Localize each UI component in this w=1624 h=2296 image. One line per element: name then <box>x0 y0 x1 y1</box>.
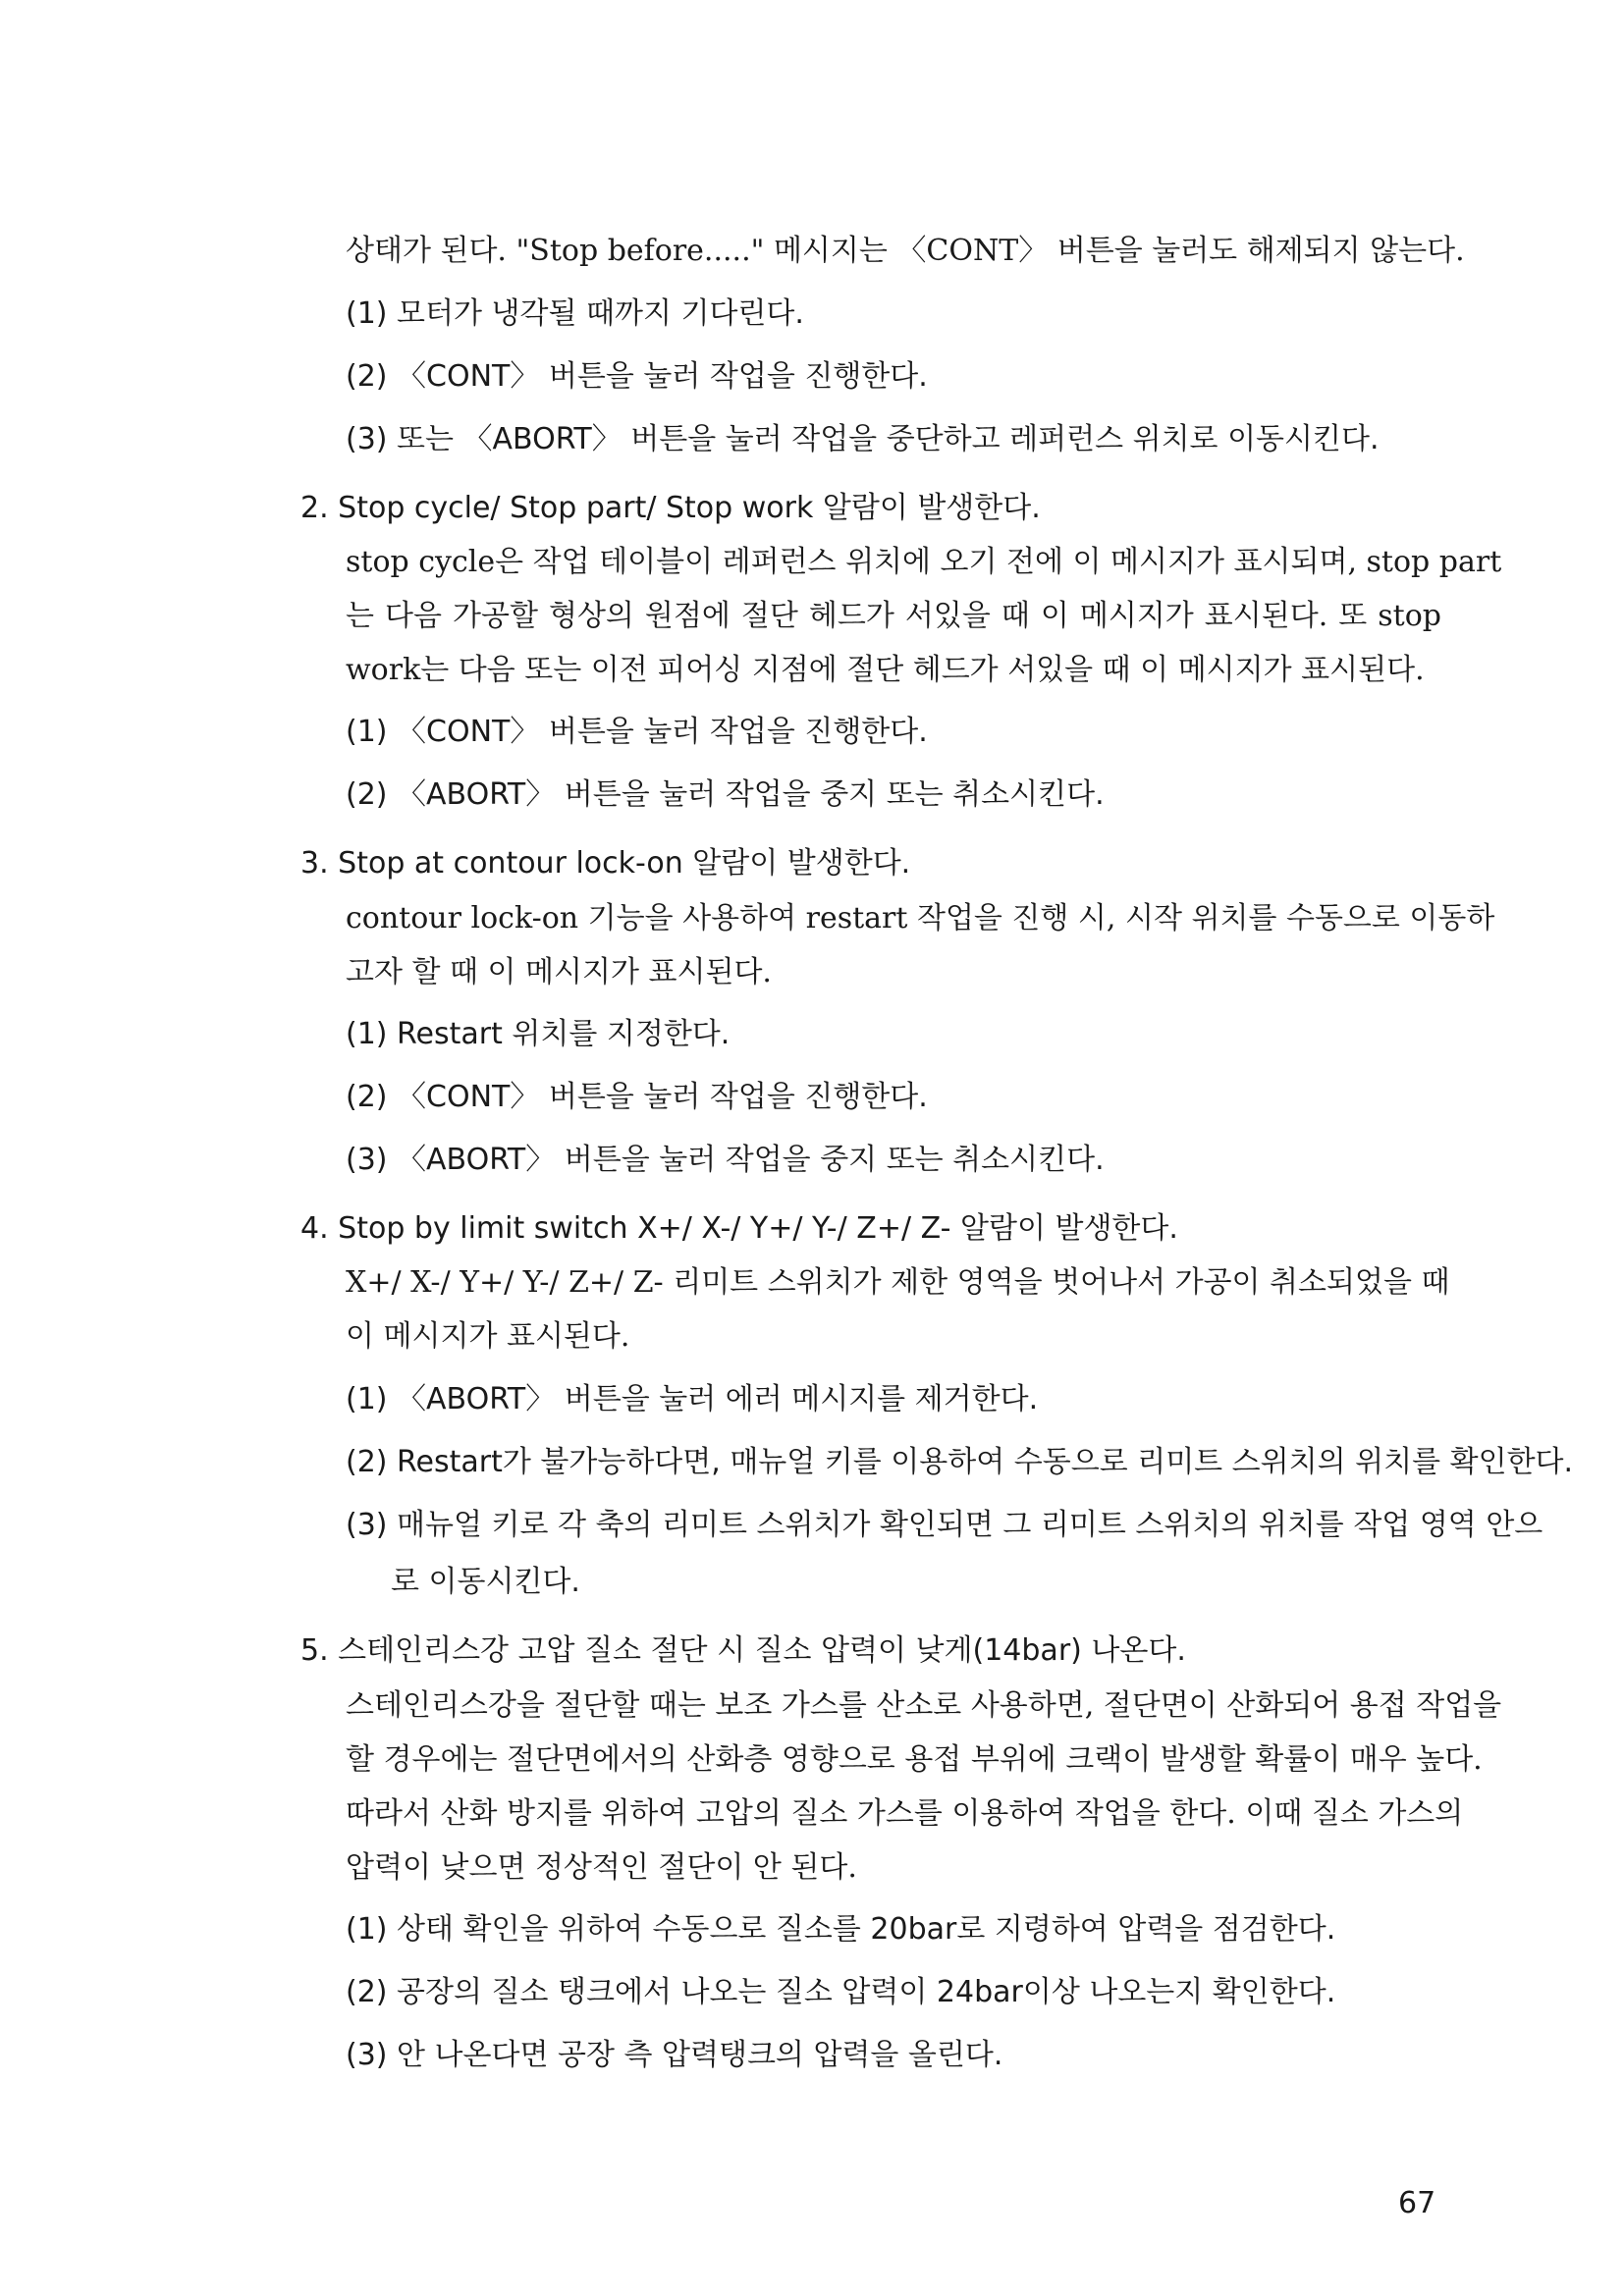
section-2-para-line: 는 다음 가공할 형상의 원점에 절단 헤드가 서있을 때 이 메시지가 표시된다. 또 stop <box>346 599 1441 633</box>
section-4-step-3: (3) 매뉴얼 키로 각 축의 리미트 스위치가 확인되면 그 리미트 스위치의 위치를 작업 영역 안으 <box>346 1508 1543 1542</box>
section-2-para-line: work는 다음 또는 이전 피어싱 지점에 절단 헤드가 서있을 때 이 메시지가 표시된다. <box>346 653 1425 687</box>
section-heading-5: 5. 스테인리스강 고압 질소 절단 시 질소 압력이 낮게(14bar) 나온다. <box>300 1633 1186 1668</box>
intro-step-2: (2) 〈CONT〉 버튼을 눌러 작업을 진행한다. <box>346 359 928 394</box>
intro-paragraph: 상태가 된다. "Stop before....." 메시지는 〈CONT〉 버튼을 눌러도 해제되지 않는다. <box>346 234 1465 268</box>
section-5-step-1: (1) 상태 확인을 위하여 수동으로 질소를 20bar로 지령하여 압력을 점검한다. <box>346 1912 1336 1947</box>
page-number: 67 <box>1398 2186 1436 2220</box>
section-heading-3: 3. Stop at contour lock-on 알람이 발생한다. <box>300 846 911 881</box>
intro-step-3: (3) 또는 〈ABORT〉 버튼을 눌러 작업을 중단하고 레퍼런스 위치로 이동시킨다. <box>346 422 1380 456</box>
section-3-para-line: contour lock-on 기능을 사용하여 restart 작업을 진행 시, 시작 위치를 수동으로 이동하 <box>346 901 1495 935</box>
section-4-step-2: (2) Restart가 불가능하다면, 매뉴얼 키를 이용하여 수동으로 리미트 스위치의 위치를 확인한다. <box>346 1445 1574 1479</box>
section-5-para-line: 스테인리스강을 절단할 때는 보조 가스를 산소로 사용하면, 절단면이 산화되어 용접 작업을 <box>346 1688 1502 1723</box>
section-heading-4: 4. Stop by limit switch X+/ X-/ Y+/ Y-/ Z+/ Z- 알람이 발생한다. <box>300 1211 1178 1246</box>
section-5-para-line: 할 경우에는 절단면에서의 산화층 영향으로 용접 부위에 크랙이 발생할 확률이 매우 높다. <box>346 1742 1483 1777</box>
section-5-para-line: 따라서 산화 방지를 위하여 고압의 질소 가스를 이용하여 작업을 한다. 이때 질소 가스의 <box>346 1796 1464 1831</box>
section-4-para-line: X+/ X-/ Y+/ Y-/ Z+/ Z- 리미트 스위치가 제한 영역을 벗어나서 가공이 취소되었을 때 <box>346 1265 1450 1300</box>
intro-step-1: (1) 모터가 냉각될 때까지 기다린다. <box>346 296 804 331</box>
section-5-step-2: (2) 공장의 질소 탱크에서 나오는 질소 압력이 24bar이상 나오는지 확인한다. <box>346 1975 1336 2009</box>
section-2-step-1: (1) 〈CONT〉 버튼을 눌러 작업을 진행한다. <box>346 715 928 749</box>
section-heading-2: 2. Stop cycle/ Stop part/ Stop work 알람이 발생한다. <box>300 491 1041 525</box>
section-2-para-line: stop cycle은 작업 테이블이 레퍼런스 위치에 오기 전에 이 메시지가 표시되며, stop part <box>346 545 1502 579</box>
section-3-para-line: 고자 할 때 이 메시지가 표시된다. <box>346 955 772 989</box>
section-5-step-3: (3) 안 나온다면 공장 측 압력탱크의 압력을 올린다. <box>346 2038 1003 2072</box>
section-3-step-2: (2) 〈CONT〉 버튼을 눌러 작업을 진행한다. <box>346 1080 928 1114</box>
section-3-step-1: (1) Restart 위치를 지정한다. <box>346 1017 731 1051</box>
section-5-para-line: 압력이 낮으면 정상적인 절단이 안 된다. <box>346 1850 857 1885</box>
section-2-step-2: (2) 〈ABORT〉 버튼을 눌러 작업을 중지 또는 취소시킨다. <box>346 777 1105 812</box>
section-4-step-3-cont: 로 이동시킨다. <box>391 1565 580 1599</box>
section-4-para-line: 이 메시지가 표시된다. <box>346 1319 630 1354</box>
section-3-step-3: (3) 〈ABORT〉 버튼을 눌러 작업을 중지 또는 취소시킨다. <box>346 1143 1105 1177</box>
section-4-step-1: (1) 〈ABORT〉 버튼을 눌러 에러 메시지를 제거한다. <box>346 1382 1039 1416</box>
